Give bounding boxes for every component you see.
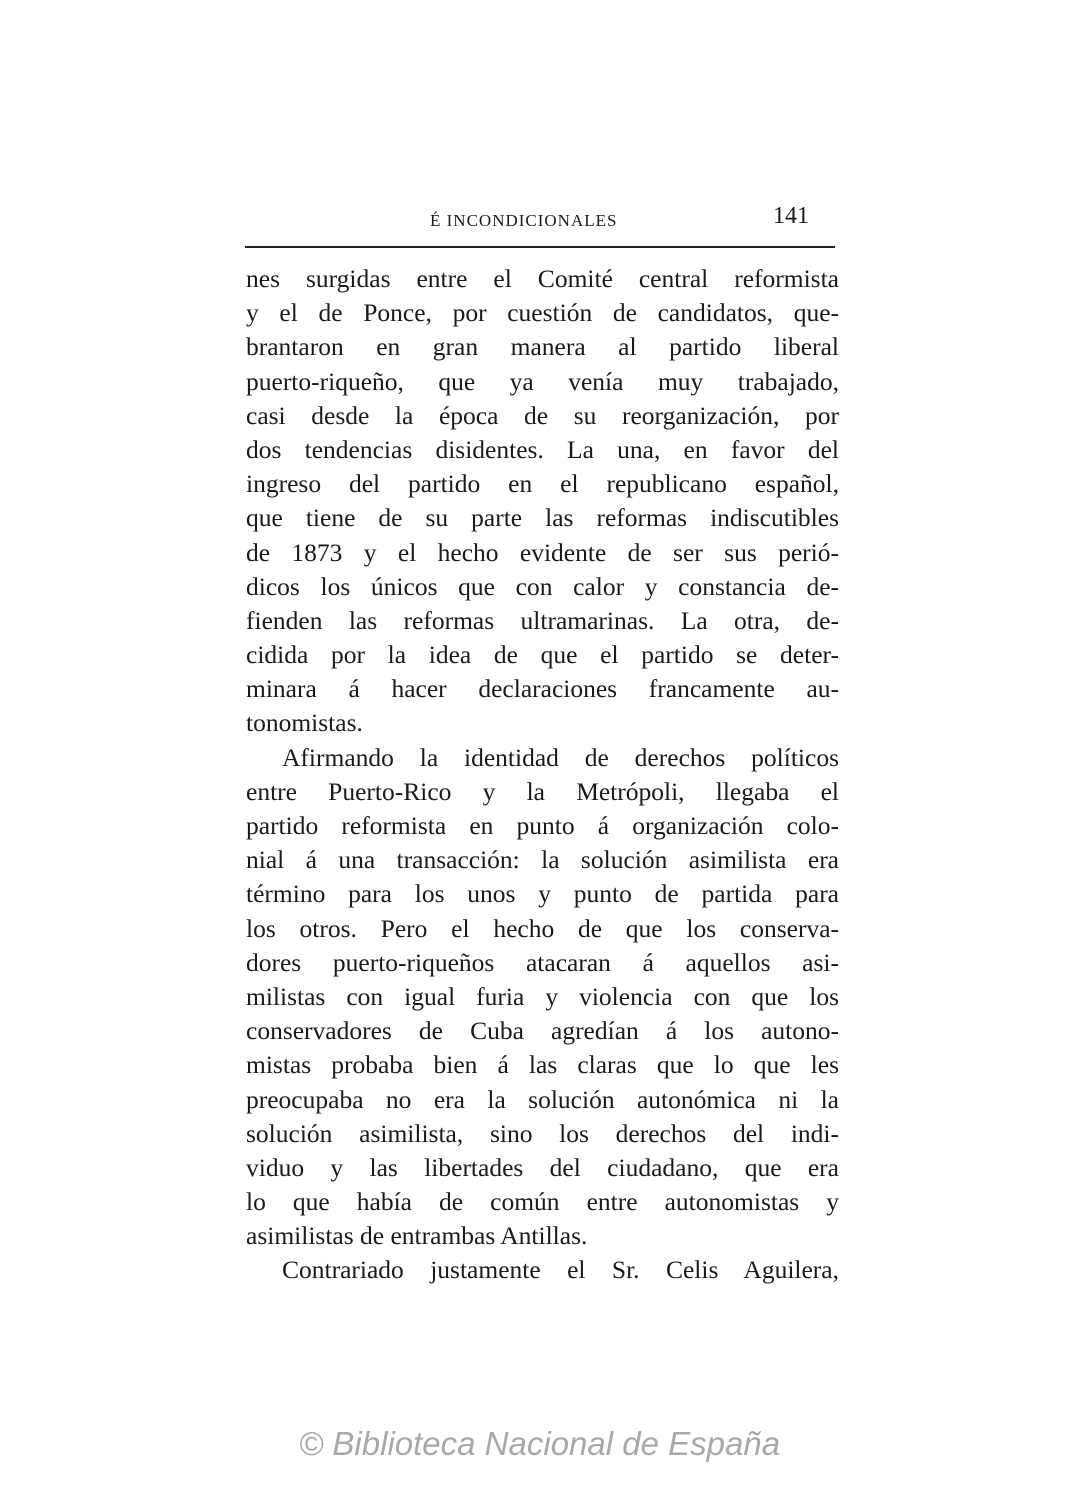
text-line: solución asimilista, sino los derechos del indi-: [246, 1118, 839, 1148]
text-line: cidida por la idea de que el partido se deter-: [246, 640, 839, 670]
text-line: fienden las reformas ultramarinas. La otra, de-: [246, 605, 839, 635]
paragraph-end-line: tonomistas.: [246, 708, 363, 738]
page-number: 141: [773, 203, 809, 229]
text-line: nial á una transacción: la solución asimilista era: [246, 845, 839, 875]
running-head: É INCONDICIONALES: [430, 211, 618, 230]
paragraph-start-line: Contrariado justamente el Sr. Celis Aguilera,: [282, 1255, 839, 1285]
body-text: [246, 262, 839, 1288]
text-line: brantaron en gran manera al partido liberal: [246, 332, 839, 362]
text-line: milistas con igual furia y violencia con que los: [246, 981, 839, 1011]
paragraph-end-line: asimilistas de entrambas Antillas.: [246, 1221, 588, 1251]
text-line: preocupaba no era la solución autonómica ni la: [246, 1084, 839, 1114]
text-line: dos tendencias disidentes. La una, en favor del: [246, 434, 839, 464]
text-line: minara á hacer declaraciones francamente au-: [246, 674, 839, 704]
library-watermark: © Biblioteca Nacional de España: [298, 1425, 781, 1462]
header-rule: [245, 246, 835, 248]
text-line: y el de Ponce, por cuestión de candidatos, que-: [246, 298, 839, 328]
text-line: de 1873 y el hecho evidente de ser sus perió-: [246, 537, 839, 567]
text-line: entre Puerto-Rico y la Metrópoli, llegaba el: [246, 776, 839, 806]
text-line: dores puerto-riqueños atacaran á aquellos asi-: [246, 947, 839, 977]
text-line: casi desde la época de su reorganización, por: [246, 400, 839, 430]
page-header: [245, 203, 835, 243]
text-line: término para los unos y punto de partida para: [246, 879, 839, 909]
text-line: viduo y las libertades del ciudadano, que era: [246, 1152, 839, 1182]
text-line: lo que había de común entre autonomistas y: [246, 1187, 839, 1217]
text-line: dicos los únicos que con calor y constancia de-: [246, 571, 839, 601]
text-line: conservadores de Cuba agredían á los autono-: [246, 1016, 839, 1046]
text-line: mistas probaba bien á las claras que lo que les: [246, 1050, 839, 1080]
text-line: ingreso del partido en el republicano español,: [246, 469, 839, 499]
text-line: que tiene de su parte las reformas indiscutibles: [246, 503, 839, 533]
text-line: los otros. Pero el hecho de que los conserva-: [246, 913, 839, 943]
text-line: partido reformista en punto á organización colo-: [246, 811, 839, 840]
text-line: nes surgidas entre el Comité central reformista: [246, 264, 839, 293]
paragraph-start-line: Afirmando la identidad de derechos políticos: [282, 742, 839, 772]
text-line: puerto-riqueño, que ya venía muy trabajado,: [246, 366, 839, 396]
